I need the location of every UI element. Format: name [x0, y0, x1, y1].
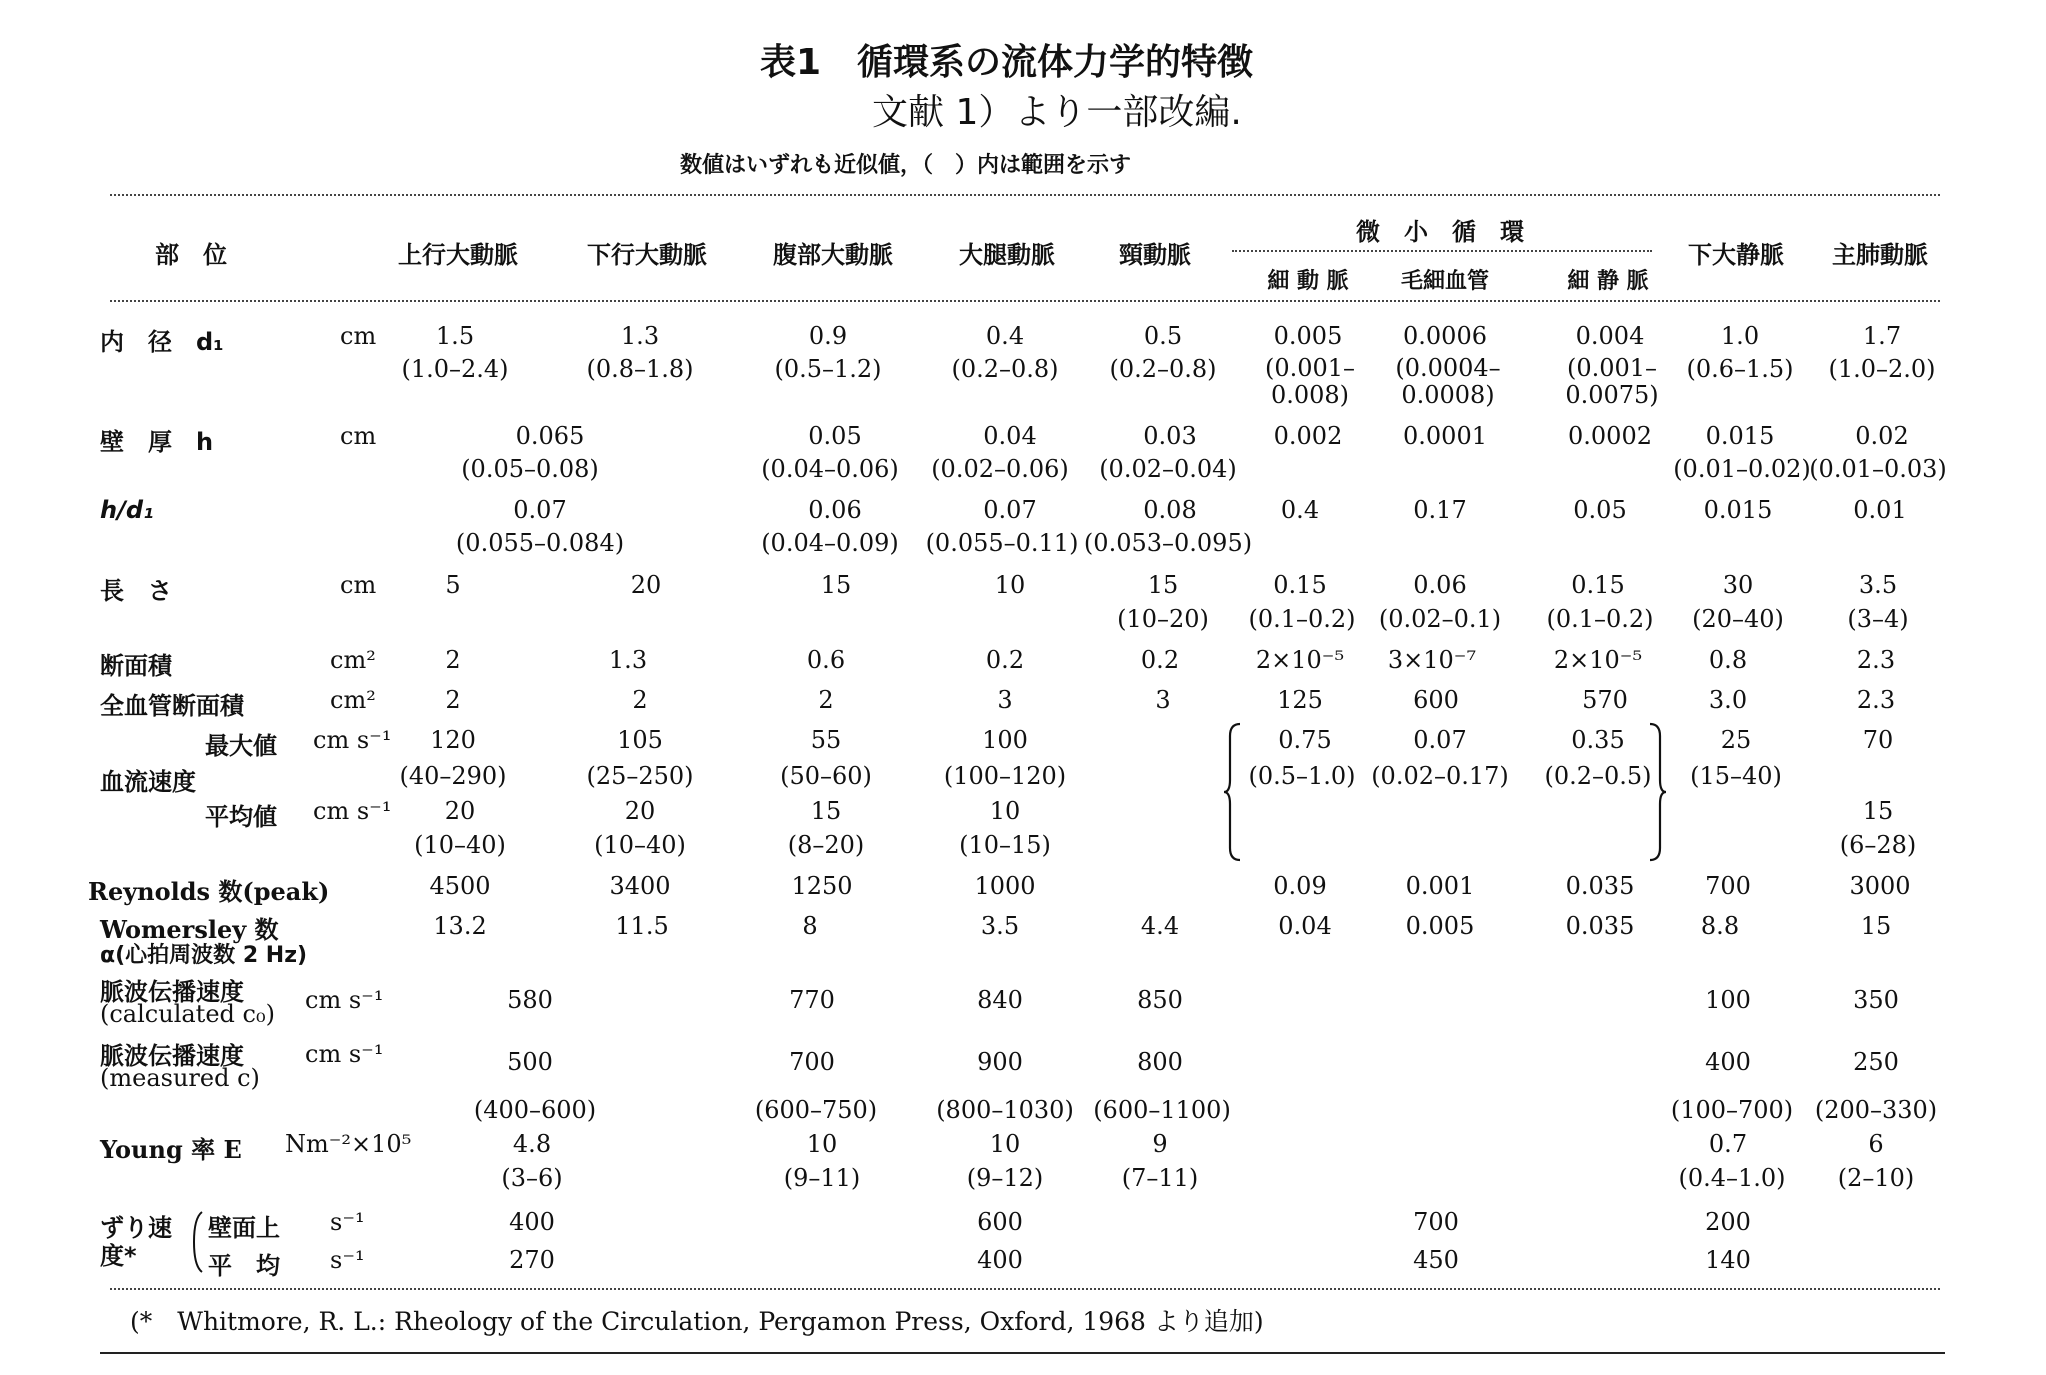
cell-value: 0.035 — [1565, 912, 1635, 940]
cell-range: (400–600) — [473, 1096, 597, 1124]
cell-value: 840 — [977, 986, 1023, 1014]
cell-range: (10–20) — [1117, 605, 1209, 633]
cell-range: (600–1100) — [1093, 1096, 1231, 1124]
row-unit: cm — [340, 322, 377, 350]
cell-range: (0.2–0.8) — [1109, 355, 1217, 383]
row-label-h-d: h/d₁ — [100, 496, 154, 524]
cell-range: (6–28) — [1839, 831, 1917, 859]
row-unit: cm s⁻¹ — [305, 986, 384, 1014]
cell-value: 0.07 — [1413, 726, 1467, 754]
row-label-shear: ずり速 — [100, 1214, 172, 1242]
cell-value: 0.15 — [1273, 571, 1327, 599]
table-note: 数値はいずれも近似値，（ ）内は範囲を示す — [680, 153, 1132, 178]
cell-range: (10–40) — [594, 831, 686, 859]
cell-value: 8.8 — [1700, 912, 1740, 940]
cell-value: 0.15 — [1571, 571, 1625, 599]
cell-value: 800 — [1137, 1048, 1183, 1076]
cell-value: 2×10⁻⁵ — [1553, 646, 1643, 674]
header-venule: 細 静 脈 — [1567, 269, 1649, 294]
row-sublabel-max: 最大値 — [205, 732, 277, 760]
cell-value: 0.17 — [1413, 496, 1467, 524]
cell-range: (800–1030) — [936, 1096, 1074, 1124]
cell-value: 0.05 — [808, 422, 862, 450]
row-label-inner-diameter: 内 径 d₁ — [100, 328, 224, 356]
cell-range: (0.001– 0.0075) — [1565, 354, 1659, 409]
cell-value: 700 — [1413, 1208, 1459, 1236]
cell-value: 0.015 — [1703, 496, 1773, 524]
row-unit: Nm⁻²×10⁵ — [285, 1130, 412, 1158]
left-brace-icon — [1222, 722, 1244, 862]
cell-value: 0.07 — [513, 496, 567, 524]
row-label-pwv-measured-sub: (measured c) — [100, 1064, 260, 1092]
cell-range: (0.02–0.04) — [1099, 455, 1237, 483]
cell-value: 3 — [1155, 686, 1171, 714]
right-brace-icon — [1646, 722, 1668, 862]
row-label-pwv-measured: 脈波伝播速度 — [100, 1042, 244, 1070]
cell-value: 0.05 — [1573, 496, 1627, 524]
header-rule — [110, 300, 1940, 302]
cell-value: 15 — [810, 797, 842, 825]
cell-range: (0.04–0.06) — [761, 455, 899, 483]
cell-value: 3400 — [609, 872, 671, 900]
cell-value: 10 — [989, 797, 1021, 825]
cell-range: (0.1–0.2) — [1546, 605, 1654, 633]
cell-value: 0.035 — [1565, 872, 1635, 900]
cell-value: 3000 — [1849, 872, 1911, 900]
cell-value: 1000 — [974, 872, 1036, 900]
header-ascending-aorta: 上行大動脈 — [398, 241, 518, 269]
cell-value: 0.065 — [515, 422, 585, 450]
cell-value: 13.2 — [433, 912, 487, 940]
cell-value: 0.07 — [983, 496, 1037, 524]
cell-value: 0.04 — [983, 422, 1037, 450]
cell-value: 0.0002 — [1568, 422, 1652, 450]
cell-value: 0.4 — [1280, 496, 1320, 524]
cell-range: (10–40) — [414, 831, 506, 859]
cell-value: 2 — [445, 646, 461, 674]
row-label-womersley: Womersley 数 — [100, 915, 279, 944]
cell-value: 900 — [977, 1048, 1023, 1076]
header-microcirculation: 微 小 循 環 — [1356, 218, 1524, 246]
cell-value: 10 — [994, 571, 1026, 599]
cell-range: (0.4–1.0) — [1678, 1164, 1786, 1192]
cell-value: 70 — [1862, 726, 1894, 754]
cell-range: (0.6–1.5) — [1686, 355, 1794, 383]
cell-range: (100–700) — [1670, 1096, 1794, 1124]
cell-range: (9–12) — [966, 1164, 1044, 1192]
cell-value: 0.005 — [1405, 912, 1475, 940]
cell-value: 140 — [1705, 1246, 1751, 1274]
row-label-length: 長 さ — [100, 577, 172, 605]
cell-range: (100–120) — [943, 762, 1067, 790]
micro-rule — [1232, 250, 1652, 252]
cell-value: 0.8 — [1708, 646, 1748, 674]
cell-range: (0.2–0.8) — [951, 355, 1059, 383]
cell-value: 450 — [1413, 1246, 1459, 1274]
cell-value: 30 — [1722, 571, 1754, 599]
cell-value: 105 — [617, 726, 663, 754]
cell-value: 15 — [1860, 912, 1892, 940]
cell-value: 350 — [1853, 986, 1899, 1014]
row-unit: cm s⁻¹ — [313, 726, 392, 754]
row-label-womersley-sub: α(心拍周波数 2 Hz) — [100, 943, 308, 968]
cell-value: 0.09 — [1273, 872, 1327, 900]
cell-range: (25–250) — [586, 762, 694, 790]
cell-value: 1.3 — [608, 646, 648, 674]
table-title: 表1 循環系の流体力学的特徴 — [760, 42, 1254, 83]
cell-range: (9–11) — [783, 1164, 861, 1192]
cell-range: (1.0–2.0) — [1828, 355, 1936, 383]
cell-value: 700 — [789, 1048, 835, 1076]
cell-value: 11.5 — [615, 912, 669, 940]
cell-value: 1.5 — [435, 322, 475, 350]
row-unit: cm s⁻¹ — [313, 797, 392, 825]
cell-value: 3.0 — [1708, 686, 1748, 714]
row-label-young: Young 率 E — [100, 1135, 242, 1164]
cell-value: 4500 — [429, 872, 491, 900]
cell-value: 120 — [430, 726, 476, 754]
cell-value: 4.4 — [1140, 912, 1180, 940]
cell-range: (0.5–1.0) — [1248, 762, 1356, 790]
cell-value: 0.06 — [808, 496, 862, 524]
header-arteriole: 細 動 脈 — [1267, 269, 1349, 294]
row-sublabel-mean: 平 均 — [208, 1252, 280, 1280]
cell-value: 2.3 — [1856, 646, 1896, 674]
cell-value: 20 — [624, 797, 656, 825]
cell-value: 2.3 — [1856, 686, 1896, 714]
cell-value: 1250 — [791, 872, 853, 900]
cell-value: 0.005 — [1273, 322, 1343, 350]
header-main-pulmonary-artery: 主肺動脈 — [1832, 241, 1928, 269]
cell-range: (0.055–0.084) — [455, 529, 625, 557]
cell-value: 2 — [818, 686, 834, 714]
footnote: (* Whitmore, R. L.: Rheology of the Circulation, Pergamon Press, Oxford, 1968 より追加) — [130, 1307, 1264, 1336]
cell-value: 3.5 — [980, 912, 1020, 940]
cell-value: 0.03 — [1143, 422, 1197, 450]
cell-value: 0.5 — [1143, 322, 1183, 350]
cell-value: 3×10⁻⁷ — [1387, 646, 1477, 674]
row-label-pwv-calculated-sub: (calculated c₀) — [100, 1000, 275, 1028]
row-unit: cm² — [330, 686, 376, 714]
header-carotid-artery: 頸動脈 — [1119, 241, 1191, 269]
cell-value: 200 — [1705, 1208, 1751, 1236]
cell-value: 770 — [789, 986, 835, 1014]
cell-value: 0.06 — [1413, 571, 1467, 599]
cell-value: 125 — [1277, 686, 1323, 714]
cell-value: 0.9 — [808, 322, 848, 350]
cell-value: 0.75 — [1278, 726, 1332, 754]
cell-value: 270 — [509, 1246, 555, 1274]
cell-range: (0.0004– 0.0008) — [1395, 354, 1501, 409]
cell-value: 100 — [982, 726, 1028, 754]
bottom-rule — [110, 1288, 1940, 1290]
header-part: 部 位 — [155, 241, 227, 269]
cell-range: (0.2–0.5) — [1544, 762, 1652, 790]
cell-range: (600–750) — [754, 1096, 878, 1124]
cell-value: 3 — [997, 686, 1013, 714]
cell-value: 0.01 — [1853, 496, 1907, 524]
cell-value: 4.8 — [512, 1130, 552, 1158]
cell-value: 10 — [806, 1130, 838, 1158]
cell-value: 0.2 — [985, 646, 1025, 674]
cell-range: (0.04–0.09) — [761, 529, 899, 557]
cell-value: 0.004 — [1575, 322, 1645, 350]
shear-brace-icon — [190, 1210, 204, 1274]
cell-range: (50–60) — [780, 762, 872, 790]
cell-value: 400 — [1705, 1048, 1751, 1076]
cell-value: 600 — [977, 1208, 1023, 1236]
cell-value: 570 — [1582, 686, 1628, 714]
cell-value: 6 — [1868, 1130, 1884, 1158]
row-unit: s⁻¹ — [330, 1208, 365, 1236]
row-unit: s⁻¹ — [330, 1246, 365, 1274]
row-label-blood-velocity: 血流速度 — [100, 768, 196, 796]
cell-range: (10–15) — [959, 831, 1051, 859]
cell-value: 850 — [1137, 986, 1183, 1014]
cell-value: 0.35 — [1571, 726, 1625, 754]
row-label-cross-section: 断面積 — [100, 652, 172, 680]
row-label-wall-thickness: 壁 厚 h — [100, 428, 214, 456]
cell-value: 0.0006 — [1403, 322, 1487, 350]
cell-value: 100 — [1705, 986, 1751, 1014]
cell-range: (0.5–1.2) — [774, 355, 882, 383]
row-unit: cm s⁻¹ — [305, 1040, 384, 1068]
cell-value: 1.0 — [1720, 322, 1760, 350]
header-descending-aorta: 下行大動脈 — [587, 241, 707, 269]
cell-range: (1.0–2.4) — [401, 355, 509, 383]
row-unit: cm — [340, 571, 377, 599]
cell-value: 0.4 — [985, 322, 1025, 350]
cell-value: 500 — [507, 1048, 553, 1076]
cell-value: 0.001 — [1405, 872, 1475, 900]
cell-value: 1.7 — [1862, 322, 1902, 350]
cell-value: 15 — [820, 571, 852, 599]
cell-value: 600 — [1413, 686, 1459, 714]
cell-value: 3.5 — [1858, 571, 1898, 599]
cell-value: 0.7 — [1708, 1130, 1748, 1158]
row-unit: cm² — [330, 646, 376, 674]
cell-range: (0.01–0.02) — [1673, 455, 1811, 483]
row-label-shear-sub: 度* — [100, 1242, 137, 1270]
cell-value: 25 — [1720, 726, 1752, 754]
cell-value: 0.0001 — [1403, 422, 1487, 450]
cell-value: 15 — [1147, 571, 1179, 599]
cell-range: (3–4) — [1847, 605, 1909, 633]
cell-range: (0.8–1.8) — [586, 355, 694, 383]
cell-value: 20 — [444, 797, 476, 825]
cell-range: (0.02–0.17) — [1371, 762, 1509, 790]
cell-range: (2–10) — [1837, 1164, 1915, 1192]
cell-value: 0.015 — [1705, 422, 1775, 450]
cell-value: 55 — [810, 726, 842, 754]
top-rule — [110, 194, 1940, 196]
cell-value: 0.2 — [1140, 646, 1180, 674]
cell-range: (0.055–0.11) — [925, 529, 1079, 557]
cell-value: 15 — [1862, 797, 1894, 825]
cell-value: 5 — [445, 571, 461, 599]
cell-range: (0.02–0.1) — [1378, 605, 1502, 633]
cell-value: 8 — [802, 912, 818, 940]
cell-value: 0.08 — [1143, 496, 1197, 524]
cell-value: 2×10⁻⁵ — [1255, 646, 1345, 674]
cell-range: (20–40) — [1692, 605, 1784, 633]
cell-value: 400 — [509, 1208, 555, 1236]
table-subtitle: 文献 1）より一部改編. — [872, 92, 1242, 133]
cell-range: (7–11) — [1121, 1164, 1199, 1192]
header-capillary: 毛細血管 — [1400, 269, 1490, 294]
cell-value: 2 — [632, 686, 648, 714]
cell-range: (0.001– 0.008) — [1264, 354, 1356, 409]
cell-range: (0.1–0.2) — [1248, 605, 1356, 633]
row-label-pwv-calculated: 脈波伝播速度 — [100, 978, 244, 1006]
cell-range: (0.05–0.08) — [461, 455, 599, 483]
cell-range: (200–330) — [1814, 1096, 1938, 1124]
final-rule — [100, 1352, 1945, 1354]
cell-value: 0.6 — [806, 646, 846, 674]
header-abdominal-aorta: 腹部大動脈 — [773, 241, 893, 269]
cell-range: (0.01–0.03) — [1809, 455, 1947, 483]
row-sublabel-mean: 平均値 — [205, 803, 277, 831]
row-unit: cm — [340, 422, 377, 450]
cell-value: 0.002 — [1273, 422, 1343, 450]
cell-range: (8–20) — [787, 831, 865, 859]
cell-range: (0.02–0.06) — [931, 455, 1069, 483]
header-inferior-vena-cava: 下大静脈 — [1688, 241, 1784, 269]
cell-value: 9 — [1152, 1130, 1168, 1158]
row-sublabel-wall: 壁面上 — [208, 1214, 280, 1242]
cell-value: 0.02 — [1855, 422, 1909, 450]
cell-value: 1.3 — [620, 322, 660, 350]
cell-value: 250 — [1853, 1048, 1899, 1076]
cell-range: (15–40) — [1690, 762, 1782, 790]
cell-range: (3–6) — [501, 1164, 563, 1192]
cell-range: (40–290) — [399, 762, 507, 790]
cell-value: 400 — [977, 1246, 1023, 1274]
cell-value: 20 — [630, 571, 662, 599]
cell-value: 700 — [1705, 872, 1751, 900]
cell-value: 10 — [989, 1130, 1021, 1158]
row-label-total-cross-section: 全血管断面積 — [100, 692, 244, 720]
header-femoral-artery: 大腿動脈 — [959, 241, 1055, 269]
cell-value: 2 — [445, 686, 461, 714]
row-label-reynolds: Reynolds 数(peak) — [88, 877, 330, 906]
cell-value: 580 — [507, 986, 553, 1014]
cell-range: (0.053–0.095) — [1083, 529, 1253, 557]
cell-value: 0.04 — [1278, 912, 1332, 940]
